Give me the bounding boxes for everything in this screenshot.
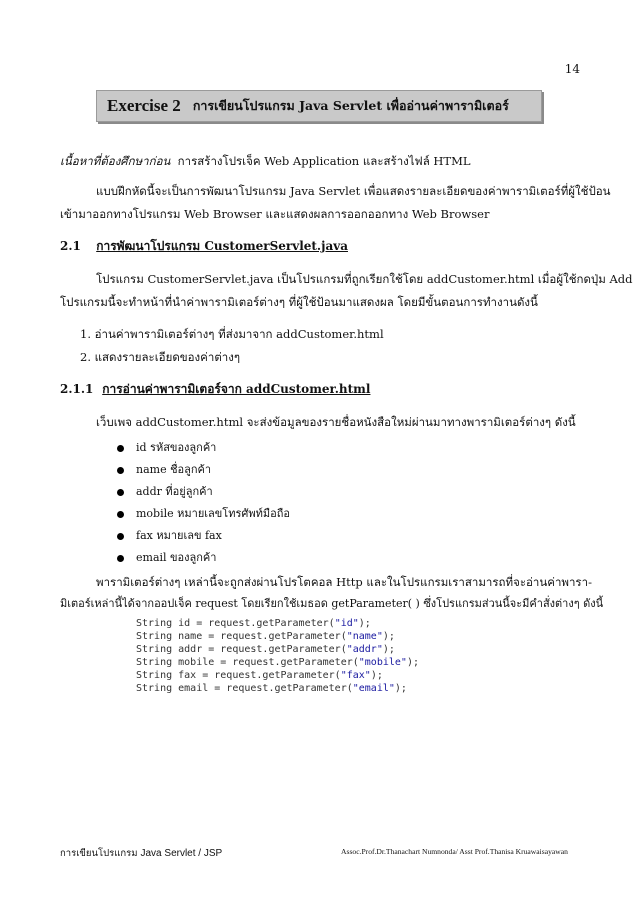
step-2: 2. แสดงรายละเอียดของค่าต่างๆ [80, 350, 241, 364]
step-1: 1. อ่านค่าพารามิเตอร์ต่างๆ ที่ส่งมาจาก addCustomer.html [80, 327, 384, 341]
bullet-icon [117, 489, 124, 496]
bullet-icon [117, 511, 124, 518]
list-item: fax หมายเลข fax [117, 526, 222, 544]
intro-line-2: เข้ามาออกทางโปรแกรม Web Browser และแสดงผลการออกออกทาง Web Browser [60, 207, 490, 221]
bullet-icon [117, 445, 124, 452]
list-item: id รหัสของลูกค้า [117, 438, 216, 456]
list-item: addr ที่อยู่ลูกค้า [117, 482, 213, 500]
bullet-icon [117, 533, 124, 540]
code-line: String id = request.getParameter("id"); [136, 618, 371, 629]
section-2-1-1-para-1: พารามิเตอร์ต่างๆ เหล่านี้จะถูกส่งผ่านโปรโตคอล Http และในโปรแกรมเราสามารถที่จะอ่านค่าพารา- [96, 575, 592, 589]
section-title: การอ่านค่าพารามิเตอร์จาก addCustomer.html [102, 382, 371, 396]
intro-line-1: แบบฝึกหัดนี้จะเป็นการพัฒนาโปรแกรม Java Servlet เพื่อแสดงรายละเอียดของค่าพารามิเตอร์ที่ผู้ใช้ป้อน [96, 184, 611, 198]
code-line: String name = request.getParameter("name"); [136, 631, 395, 642]
section-2-1-para-1: โปรแกรม CustomerServlet.java เป็นโปรแกรมที่ถูกเรียกใช้โดย addCustomer.html เมื่อผู้ใช้กดปุ่ม Add [96, 272, 633, 286]
page-number: 14 [564, 62, 580, 76]
section-2-1-heading [60, 238, 348, 254]
footer-authors: Assoc.Prof.Dr.Thanachart Numnonda/ Asst Prof.Thanisa Kruawaisayawan [341, 847, 568, 856]
footer-left-english: Java Servlet / JSP [140, 848, 223, 859]
section-number: 2.1.1 [60, 382, 94, 396]
section-2-1-1-para-2: มิเตอร์เหล่านี้ได้จากออปเจ็ค request โดยเรียกใช้เมธอด getParameter( ) ซึ่งโปรแกรมส่วนนี้จะมีคำสั่งต่างๆ ดังนี้ [60, 597, 604, 610]
list-item: email ของลูกค้า [117, 548, 216, 566]
bullet-icon [117, 467, 124, 474]
prereq-text: การสร้างโปรเจ็ค Web Application และสร้างไฟล์ HTML [177, 154, 471, 168]
section-2-1-1-lead: เว็บเพจ addCustomer.html จะส่งข้อมูลของรายชื่อหนังสือใหม่ผ่านมาทางพารามิเตอร์ต่างๆ ดังนี้ [96, 415, 576, 429]
section-2-1-para-2: โปรแกรมนี้จะทำหน้าที่นำค่าพารามิเตอร์ต่างๆ ที่ผู้ใช้ป้อนมาแสดงผล โดยมีขั้นตอนการทำงานดังนี้ [60, 295, 538, 309]
section-number: 2.1 [60, 239, 81, 253]
footer-left [60, 846, 222, 861]
code-line: String addr = request.getParameter("addr"); [136, 644, 395, 655]
prereq-label: เนื้อหาที่ต้องศึกษาก่อน [60, 154, 171, 168]
exercise-title-box [96, 90, 542, 122]
code-line: String fax = request.getParameter("fax"); [136, 670, 383, 681]
list-item: mobile หมายเลขโทรศัพท์มือถือ [117, 504, 290, 522]
exercise-label: Exercise 2 [107, 96, 181, 115]
section-2-1-1-heading [60, 381, 370, 397]
code-block [136, 617, 419, 695]
code-line: String email = request.getParameter("email"); [136, 683, 407, 694]
exercise-title: การเขียนโปรแกรม Java Servlet เพื่ออ่านค่าพารามิเตอร์ [192, 98, 509, 113]
list-item: name ชื่อลูกค้า [117, 460, 211, 478]
footer-left-thai: การเขียนโปรแกรม [60, 848, 138, 859]
section-title: การพัฒนาโปรแกรม CustomerServlet.java [96, 239, 348, 253]
bullet-icon [117, 555, 124, 562]
prereq-line [60, 153, 471, 169]
code-line: String mobile = request.getParameter("mobile"); [136, 657, 419, 668]
